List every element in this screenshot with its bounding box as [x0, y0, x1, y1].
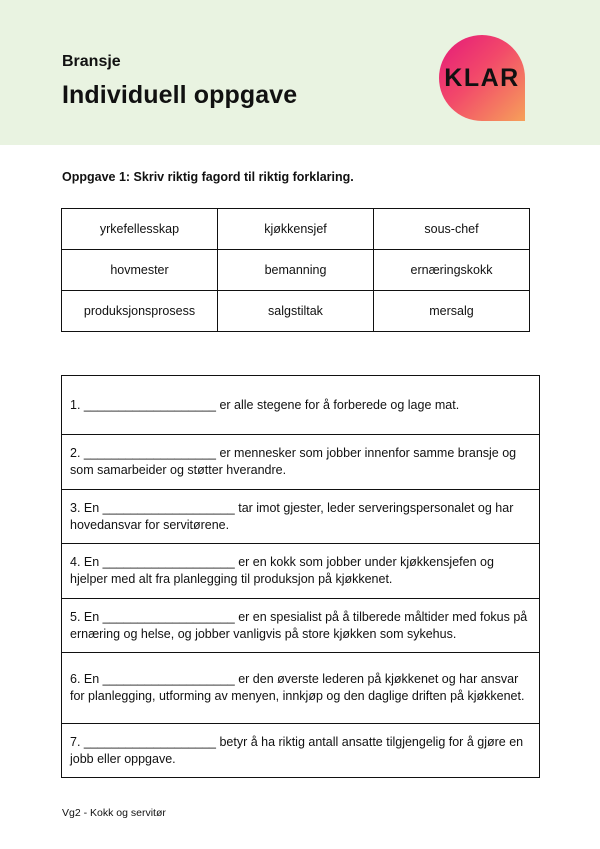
word-cell: bemanning [218, 250, 374, 291]
word-bank-row [62, 209, 530, 250]
word-bank-row [62, 291, 530, 332]
question-item: 7. ___________________ betyr å ha riktig antall ansatte tilgjengelig for å gjøre en jobb eller oppgave. [62, 723, 539, 777]
question-item: 3. En ___________________ tar imot gjester, leder serveringspersonalet og har hovedansvar for servitørene. [62, 489, 539, 543]
word-bank-row [62, 250, 530, 291]
word-cell: ernæringskokk [374, 250, 530, 291]
task-heading: Oppgave 1: Skriv riktig fagord til riktig forklaring. [62, 170, 354, 184]
page-title: Individuell oppgave [62, 81, 298, 109]
question-item: 2. ___________________ er mennesker som jobber innenfor samme bransje og som samarbeider og støtter hverandre. [62, 434, 539, 489]
question-item: 6. En ___________________ er den øverste lederen på kjøkkenet og har ansvar for planlegging, utforming av menyen, innkjøp og den daglige driften på kjøkkenet. [62, 652, 539, 723]
word-cell: sous-chef [374, 209, 530, 250]
question-item: 5. En ___________________ er en spesialist på å tilberede måltider med fokus på ernæring og helse, og jobber vanligvis på store kjøkken som sykehus. [62, 598, 539, 652]
word-cell: kjøkkensjef [218, 209, 374, 250]
word-cell: mersalg [374, 291, 530, 332]
header-band [0, 0, 600, 145]
question-item: 1. ___________________ er alle stegene for å forberede og lage mat. [70, 397, 460, 412]
word-cell: salgstiltak [218, 291, 374, 332]
footer-text: Vg2 - Kokk og servitør [62, 807, 166, 819]
word-bank-table [61, 208, 530, 332]
logo-text: KLAR [444, 64, 520, 92]
word-cell: yrkefellesskap [62, 209, 218, 250]
word-cell: hovmester [62, 250, 218, 291]
word-cell: produksjonsprosess [62, 291, 218, 332]
question-item: 4. En ___________________ er en kokk som jobber under kjøkkensjefen og hjelper med alt fra planlegging til produksjon på kjøkkenet. [62, 543, 539, 598]
klar-logo [439, 35, 525, 121]
subject-label: Bransje [62, 53, 121, 70]
questions-box [61, 375, 540, 778]
